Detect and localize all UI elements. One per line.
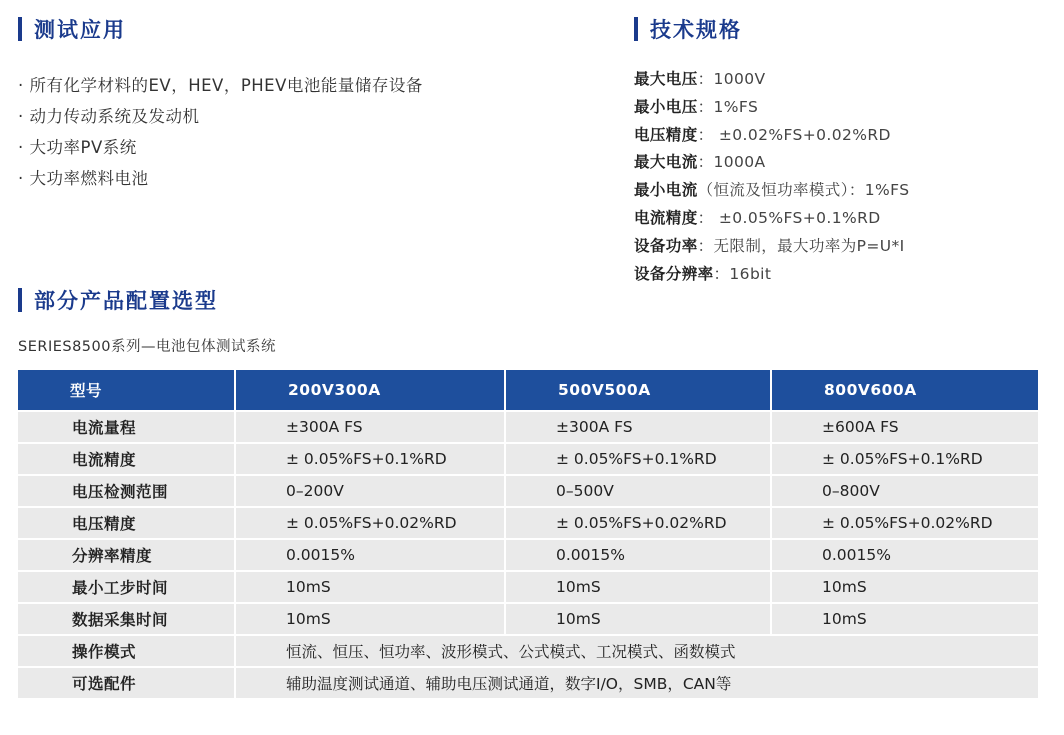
spec-separator: ： bbox=[697, 153, 714, 172]
spec-label: 最小电压 bbox=[634, 97, 698, 116]
row-label-cell: 电流精度 bbox=[18, 443, 235, 475]
table-cell: 0.0015% bbox=[505, 539, 771, 571]
spec-separator: ： bbox=[697, 125, 719, 144]
application-item: · 所有化学材料的EV，HEV，PHEV电池能量储存设备 bbox=[18, 76, 423, 95]
spec-item bbox=[634, 66, 909, 94]
row-label-cell: 分辨率精度 bbox=[18, 539, 235, 571]
table-cell: 10mS bbox=[235, 571, 505, 603]
table-row bbox=[18, 635, 1038, 667]
table-cell: 0–200V bbox=[235, 475, 505, 507]
table-header-cell: 800V600A bbox=[771, 370, 1038, 411]
table-cell: ± 0.05%FS+0.1%RD bbox=[235, 443, 505, 475]
products-title-text: 部分产品配置选型 bbox=[34, 289, 218, 313]
spec-item bbox=[634, 205, 909, 233]
table-header-row bbox=[18, 370, 1038, 411]
spec-item bbox=[634, 122, 909, 150]
spec-value: ±0.02%FS+0.02%RD bbox=[718, 125, 891, 144]
row-label-cell: 操作模式 bbox=[18, 635, 235, 667]
table-cell: 0.0015% bbox=[235, 539, 505, 571]
table-row bbox=[18, 667, 1038, 698]
row-label-cell: 电压精度 bbox=[18, 507, 235, 539]
spec-value: 无限制，最大功率为P=U*I bbox=[713, 236, 905, 255]
table-row bbox=[18, 411, 1038, 443]
title-accent-bar bbox=[18, 288, 22, 312]
spec-value: 16bit bbox=[729, 264, 772, 283]
specs-title-text: 技术规格 bbox=[650, 18, 742, 42]
table-cell: ± 0.05%FS+0.1%RD bbox=[771, 443, 1038, 475]
spec-separator: ： bbox=[697, 208, 719, 227]
table-cell: ±300A FS bbox=[235, 411, 505, 443]
table-cell: 0.0015% bbox=[771, 539, 1038, 571]
spec-item bbox=[634, 233, 909, 261]
table-body bbox=[18, 411, 1038, 698]
title-accent-bar bbox=[18, 17, 22, 41]
spec-value: 1000A bbox=[713, 153, 766, 172]
table-row bbox=[18, 539, 1038, 571]
table-row bbox=[18, 443, 1038, 475]
row-label-cell: 可选配件 bbox=[18, 667, 235, 698]
spec-item bbox=[634, 261, 909, 289]
table-header-cell: 500V500A bbox=[505, 370, 771, 411]
table-row bbox=[18, 475, 1038, 507]
spec-value: 1000V bbox=[713, 70, 766, 88]
row-label-cell: 最小工步时间 bbox=[18, 571, 235, 603]
table-cell: 10mS bbox=[505, 571, 771, 603]
application-item: · 大功率PV系统 bbox=[18, 138, 137, 157]
spec-separator: ： bbox=[697, 236, 714, 255]
table-cell: ±300A FS bbox=[505, 411, 771, 443]
table-cell: 10mS bbox=[505, 603, 771, 635]
specs-section-title bbox=[634, 14, 742, 44]
table-cell: 10mS bbox=[771, 571, 1038, 603]
table-row bbox=[18, 571, 1038, 603]
spec-separator: ： bbox=[697, 97, 714, 116]
application-item: · 动力传动系统及发动机 bbox=[18, 107, 200, 126]
spec-label: 最小电流 bbox=[634, 181, 698, 200]
spec-label: 电流精度 bbox=[634, 208, 698, 227]
table-header-cell: 200V300A bbox=[235, 370, 505, 411]
spec-label: 最大电流 bbox=[634, 153, 698, 172]
table-cell: ± 0.05%FS+0.02%RD bbox=[771, 507, 1038, 539]
specs-list bbox=[634, 66, 909, 288]
table-cell: 0–800V bbox=[771, 475, 1038, 507]
row-label-cell: 数据采集时间 bbox=[18, 603, 235, 635]
product-config-table bbox=[18, 370, 1038, 698]
table-cell: ± 0.05%FS+0.02%RD bbox=[235, 507, 505, 539]
spec-label: 设备分辨率 bbox=[634, 264, 714, 283]
applications-title-text: 测试应用 bbox=[34, 18, 126, 42]
applications-list bbox=[18, 70, 423, 194]
table-cell: ±600A FS bbox=[771, 411, 1038, 443]
table-span-cell: 恒流、恒压、恒功率、波形模式、公式模式、工况模式、函数模式 bbox=[235, 635, 1038, 667]
spec-label: 电压精度 bbox=[634, 125, 698, 144]
spec-item bbox=[634, 149, 909, 177]
spec-label: 最大电压 bbox=[634, 70, 698, 88]
applications-section-title bbox=[18, 14, 126, 44]
table-span-cell: 辅助温度测试通道、辅助电压测试通道，数字I/O，SMB，CAN等 bbox=[235, 667, 1038, 698]
spec-value: （恒流及恒功率模式）：1%FS bbox=[697, 181, 910, 200]
spec-value: ±0.05%FS+0.1%RD bbox=[718, 208, 881, 227]
spec-item bbox=[634, 94, 909, 122]
row-label-cell: 电压检测范围 bbox=[18, 475, 235, 507]
table-cell: ± 0.05%FS+0.1%RD bbox=[505, 443, 771, 475]
spec-label: 设备功率 bbox=[634, 236, 698, 255]
title-accent-bar bbox=[634, 17, 638, 41]
spec-item bbox=[634, 177, 909, 205]
spec-value: 1%FS bbox=[713, 97, 759, 116]
table-header-cell: 型号 bbox=[18, 370, 235, 411]
series-caption: SERIES8500系列—电池包体测试系统 bbox=[18, 339, 276, 355]
spec-separator: ： bbox=[697, 70, 714, 88]
table-cell: 10mS bbox=[771, 603, 1038, 635]
application-item: · 大功率燃料电池 bbox=[18, 169, 149, 188]
products-section-title bbox=[18, 285, 218, 315]
table-row bbox=[18, 507, 1038, 539]
table-cell: 0–500V bbox=[505, 475, 771, 507]
table-cell: 10mS bbox=[235, 603, 505, 635]
table-cell: ± 0.05%FS+0.02%RD bbox=[505, 507, 771, 539]
spec-separator: ： bbox=[713, 264, 730, 283]
row-label-cell: 电流量程 bbox=[18, 411, 235, 443]
table-row bbox=[18, 603, 1038, 635]
